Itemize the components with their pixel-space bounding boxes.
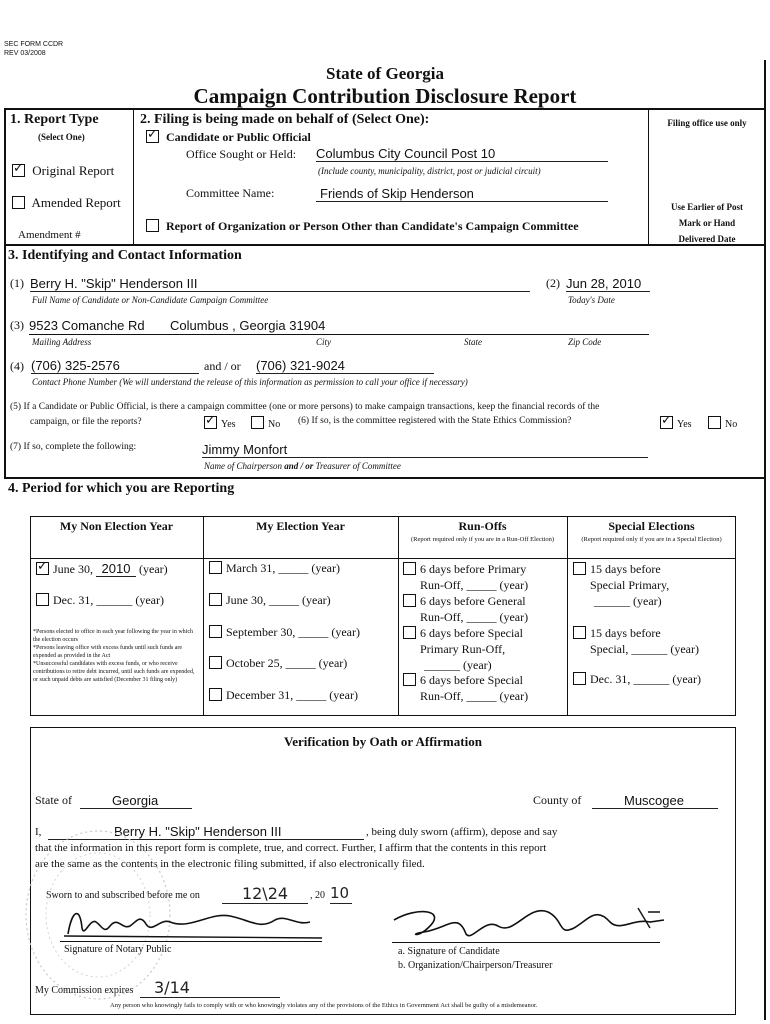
todays-date-field[interactable]: Jun 28, 2010 — [566, 276, 650, 292]
office-field[interactable]: Columbus City Council Post 10 — [316, 146, 608, 162]
col-election-year: My Election Year — [256, 519, 345, 533]
notary-signature-label: Signature of Notary Public — [64, 944, 172, 955]
q5-yes-checkbox[interactable] — [204, 416, 217, 429]
item-3-number: (3) — [10, 318, 24, 332]
oath-line-2: that the information in this report form is complete, true, and correct. Further, I affirm that the contents in this report — [35, 842, 547, 854]
organization-signature-label: b. Organization/Chairperson/Treasurer — [398, 960, 553, 971]
q5-no-option[interactable]: No — [251, 416, 280, 430]
original-report-option[interactable]: ✓ Original Report — [12, 163, 114, 179]
committee-name-field[interactable]: Friends of Skip Henderson — [316, 186, 608, 202]
phone-hint: Contact Phone Number (We will understand the release of this information as permission to call your office if necessary) — [32, 377, 468, 387]
special-primary-checkbox[interactable] — [573, 562, 586, 575]
period-heading: 4. Period for which you are Reporting — [8, 481, 235, 496]
june-30-option[interactable]: ✓June 30, 2010 (year) — [36, 561, 168, 577]
q6-no-option[interactable]: No — [708, 416, 737, 430]
item-4-number: (4) — [10, 359, 24, 373]
election-dec-31-option[interactable]: December 31, _____ (year) — [209, 688, 358, 703]
organization-option[interactable]: Report of Organization or Person Other than Candidate's Campaign Committee — [146, 219, 579, 234]
mailing-address-hint: Mailing Address — [32, 337, 92, 347]
sworn-date-field[interactable]: 12\24 — [222, 884, 308, 904]
june-30-year-field[interactable]: 2010 — [96, 561, 136, 577]
sworn-label: Sworn to and subscribed before me on — [46, 890, 200, 901]
city-state-zip-field[interactable]: Columbus , Georgia 31904 — [170, 318, 326, 333]
special-dec-31-checkbox[interactable] — [573, 672, 586, 685]
runoff-general-option[interactable]: 6 days before General Run-Off, _____ (year) — [403, 593, 528, 625]
election-sept-30-checkbox[interactable] — [209, 625, 222, 638]
page-title: Campaign Contribution Disclosure Report — [193, 84, 577, 108]
amended-report-option[interactable]: Amended Report — [12, 195, 121, 211]
election-june-30-checkbox[interactable] — [209, 593, 222, 606]
runoff-special-option[interactable]: 6 days before Special Run-Off, _____ (year) — [403, 672, 528, 704]
item-1-number: (1) — [10, 276, 24, 290]
special-election-option[interactable]: 15 days before Special, ______ (year) — [573, 625, 699, 657]
election-sept-30-option[interactable]: September 30, _____ (year) — [209, 625, 360, 640]
candidate-signature — [388, 898, 668, 948]
todays-date-hint: Today's Date — [568, 295, 615, 305]
office-hint: (Include county, municipality, district, post or judicial circuit) — [318, 166, 541, 176]
election-oct-25-option[interactable]: October 25, _____ (year) — [209, 656, 347, 671]
q6-yes-option[interactable]: ✓ Yes — [660, 416, 692, 430]
non-election-notes: *Persons elected to office in each year following the year in which the election occurs *Persons leaving office with excess funds until such funds are expended as provided in the Act *Unsuccessful candidates with excess funds, or who receive contributions to retire debt incurred, until such funds are expended, or such unpaid debts are satisfied (December 31 filing only) — [33, 629, 195, 683]
election-march-31-option[interactable]: March 31, _____ (year) — [209, 561, 340, 576]
candidate-name-hint: Full Name of Candidate or Non-Candidate Campaign Committee — [32, 295, 269, 305]
office-label: Office Sought or Held: — [186, 147, 297, 161]
notary-signature — [60, 900, 330, 946]
col-special-elections: Special Elections — [608, 519, 695, 533]
col-non-election-year: My Non Election Year — [59, 519, 174, 533]
commission-expires-field[interactable]: 3/14 — [140, 978, 280, 998]
county-of-field[interactable]: Muscogee — [592, 793, 718, 809]
phone-secondary-field[interactable]: (706) 321-9024 — [256, 358, 434, 374]
original-report-checkbox[interactable] — [12, 164, 25, 177]
amended-report-checkbox[interactable] — [12, 196, 25, 209]
election-june-30-option[interactable]: June 30, _____ (year) — [209, 593, 331, 608]
runoff-general-checkbox[interactable] — [403, 594, 416, 607]
verification-heading: Verification by Oath or Affirmation — [284, 734, 482, 749]
state-of-label: State of — [35, 793, 72, 807]
runoff-special-checkbox[interactable] — [403, 673, 416, 686]
runoff-special-primary-checkbox[interactable] — [403, 626, 416, 639]
organization-checkbox[interactable] — [146, 219, 159, 232]
runoff-primary-checkbox[interactable] — [403, 562, 416, 575]
election-dec-31-checkbox[interactable] — [209, 688, 222, 701]
state-heading: State of Georgia — [325, 64, 445, 83]
zip-hint: Zip Code — [568, 337, 602, 347]
q5-no-checkbox[interactable] — [251, 416, 264, 429]
filing-heading: 2. Filing is being made on behalf of (Select One): — [140, 112, 430, 127]
run-offs-note: (Report required only if you are in a Run-Off Election) — [410, 536, 555, 543]
june-30-checkbox[interactable] — [36, 562, 49, 575]
sworn-year-prefix: , 20 — [310, 890, 325, 901]
item-2-number: (2) — [546, 276, 560, 290]
col-run-offs: Run-Offs — [458, 519, 507, 533]
phone-primary-field[interactable]: (706) 325-2576 — [31, 358, 199, 374]
candidate-option[interactable]: ✓ Candidate or Public Official — [146, 130, 311, 145]
committee-label: Committee Name: — [186, 186, 275, 200]
special-note: (Report required only if you are in a Special Election) — [581, 536, 722, 543]
q5-yes-option[interactable]: ✓ Yes — [204, 416, 236, 430]
q6-yes-checkbox[interactable] — [660, 416, 673, 429]
question-5-cont: campaign, or file the reports? — [30, 417, 142, 427]
postmark-note: Use Earlier of Post Mark or Hand Delivered Date — [670, 202, 744, 244]
q6-no-checkbox[interactable] — [708, 416, 721, 429]
chairperson-field[interactable]: Jimmy Monfort — [202, 442, 648, 458]
and-or-label: and / or — [204, 359, 241, 373]
oath-i-label: I, — [35, 826, 42, 838]
chairperson-hint: Name of Chairperson and / or Treasurer of Committee — [204, 461, 401, 471]
question-7: (7) If so, complete the following: — [10, 442, 137, 452]
affiant-name-field[interactable]: Berry H. "Skip" Henderson III — [48, 824, 364, 840]
mailing-address-field[interactable]: 9523 Comanche Rd — [29, 318, 145, 333]
oath-line-1: , being duly sworn (affirm), depose and say — [366, 826, 558, 838]
sworn-year-field[interactable]: 10 — [330, 884, 352, 904]
question-6: (6) If so, is the committee registered with the State Ethics Commission? — [298, 416, 572, 426]
city-hint: City — [316, 337, 331, 347]
oath-line-3: are the same as the contents in the electronic filing submitted, if also electronically filed. — [35, 858, 425, 870]
amendment-number-label: Amendment # — [18, 229, 81, 241]
candidate-name-field[interactable]: Berry H. "Skip" Henderson III — [30, 276, 530, 292]
dec-31-nonelection-option[interactable]: Dec. 31, ______ (year) — [36, 593, 164, 608]
special-election-checkbox[interactable] — [573, 626, 586, 639]
special-primary-option[interactable]: 15 days before Special Primary, ______ (year) — [573, 561, 669, 609]
county-of-label: County of — [533, 793, 582, 807]
state-of-field[interactable]: Georgia — [80, 793, 192, 809]
footer-warning: Any person who knowingly fails to comply with or who knowingly violates any of the provisions of the Ethics in Government Act shall be guilty of a misdemeanor. — [110, 1002, 538, 1009]
identifying-heading: 3. Identifying and Contact Information — [8, 248, 242, 263]
commission-expires-label: My Commission expires — [35, 985, 134, 996]
runoff-primary-option[interactable]: 6 days before Primary Run-Off, _____ (year) — [403, 561, 528, 593]
select-one-label: (Select One) — [38, 132, 85, 142]
election-march-31-checkbox[interactable] — [209, 561, 222, 574]
report-type-heading: 1. Report Type — [10, 112, 99, 127]
special-dec-31-option[interactable]: Dec. 31, ______ (year) — [573, 672, 701, 687]
runoff-special-primary-option[interactable]: 6 days before Special Primary Run-Off, ______ (year) — [403, 625, 523, 673]
candidate-signature-label: a. Signature of Candidate — [398, 946, 500, 957]
state-hint: State — [464, 337, 482, 347]
form-id: SEC FORM CCDR REV 03/2008 — [4, 41, 64, 57]
dec-31-nonelection-checkbox[interactable] — [36, 593, 49, 606]
candidate-checkbox[interactable] — [146, 130, 159, 143]
election-oct-25-checkbox[interactable] — [209, 656, 222, 669]
filing-office-use-label: Filing office use only — [667, 118, 747, 128]
question-5: (5) If a Candidate or Public Official, is there a campaign committee (one or more persons) to make campaign transactions, keep the financial records of the — [10, 402, 600, 412]
